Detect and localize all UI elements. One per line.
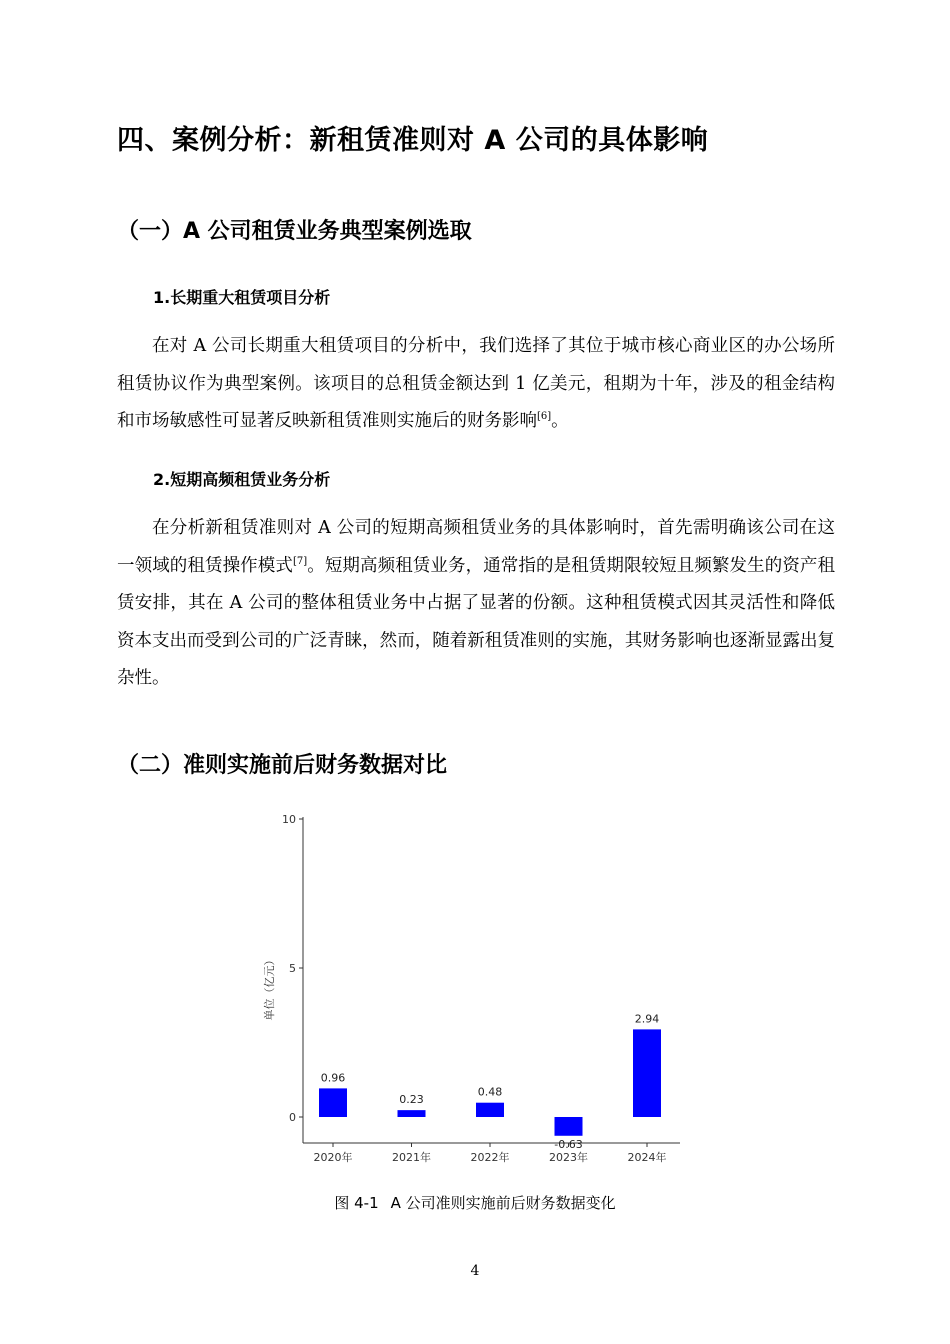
item-title-2: 2.短期高频租赁业务分析: [153, 470, 331, 489]
y-tick-label: 0: [289, 1111, 296, 1124]
citation-ref: [7]: [292, 555, 308, 567]
paragraph-text: 在对 A 公司长期重大租赁项目的分析中，我们选择了其位于城市核心商业区的办公场所租赁协议作为典型案例。该项目的总租赁金额达到 1 亿美元，租期为十年，涉及的租金结构和市场敏感性可显著反映新租赁准则实施后的财务影响: [117, 336, 835, 431]
data-label: 0.23: [399, 1093, 424, 1107]
bar-0: [319, 1088, 347, 1117]
x-tick-label: 2023年: [549, 1151, 588, 1164]
subsection-title-2: （二）准则实施前后财务数据对比: [117, 753, 448, 778]
item-title-1: 1.长期重大租赁项目分析: [153, 288, 331, 307]
x-tick-label: 2021年: [392, 1151, 431, 1164]
data-label: 0.48: [477, 1085, 503, 1099]
subsection-title-1: （一）A 公司租赁业务典型案例选取: [117, 219, 472, 244]
bar-chart-svg: [255, 805, 695, 1185]
page-number: 4: [470, 1263, 480, 1279]
section-title: 四、案例分析：新租赁准则对 A 公司的具体影响: [117, 125, 709, 156]
bar-2: [476, 1103, 504, 1117]
x-tick-label: 2024年: [627, 1151, 667, 1164]
paragraph-text-a: 在分析新租赁准则对 A 公司的短期高频租赁业务的具体影响时，首先需明确该公司在这一领域的租赁操作模式: [117, 518, 835, 576]
bar-4: [633, 1029, 661, 1117]
y-tick-label: 10: [282, 813, 296, 826]
bar-chart: [255, 805, 695, 1185]
x-tick-label: 2020年: [313, 1151, 353, 1164]
paragraph-tail: 。: [551, 411, 569, 431]
y-axis-label: 单位（亿元）: [263, 954, 276, 1021]
x-tick-label: 2022年: [470, 1151, 510, 1164]
data-label: -0.63: [554, 1137, 583, 1151]
data-label: 2.94: [634, 1012, 660, 1026]
bar-3: [555, 1117, 583, 1136]
figure-caption: [0, 1192, 950, 1213]
y-tick-label: 5: [289, 962, 296, 975]
paragraph-long-term-lease: [117, 328, 835, 441]
citation-ref: [6]: [537, 411, 552, 422]
paragraph-text-b: 。短期高频租赁业务，通常指的是租赁期限较短且频繁发生的资产租赁安排，其在 A 公司的整体租赁业务中占据了显著的份额。这种租赁模式因其灵活性和降低资本支出而受到公司的广泛青睐，然而，随着新租赁准则的实施，其财务影响也逐渐显露出复杂性。: [117, 555, 836, 688]
bar-1: [398, 1110, 426, 1117]
figure-caption-text: A 公司准则实施前后财务数据变化: [390, 1194, 616, 1212]
paragraph-short-term-lease: [117, 510, 835, 698]
data-label: 0.96: [320, 1071, 346, 1085]
figure-number: 图 4-1: [334, 1194, 379, 1212]
